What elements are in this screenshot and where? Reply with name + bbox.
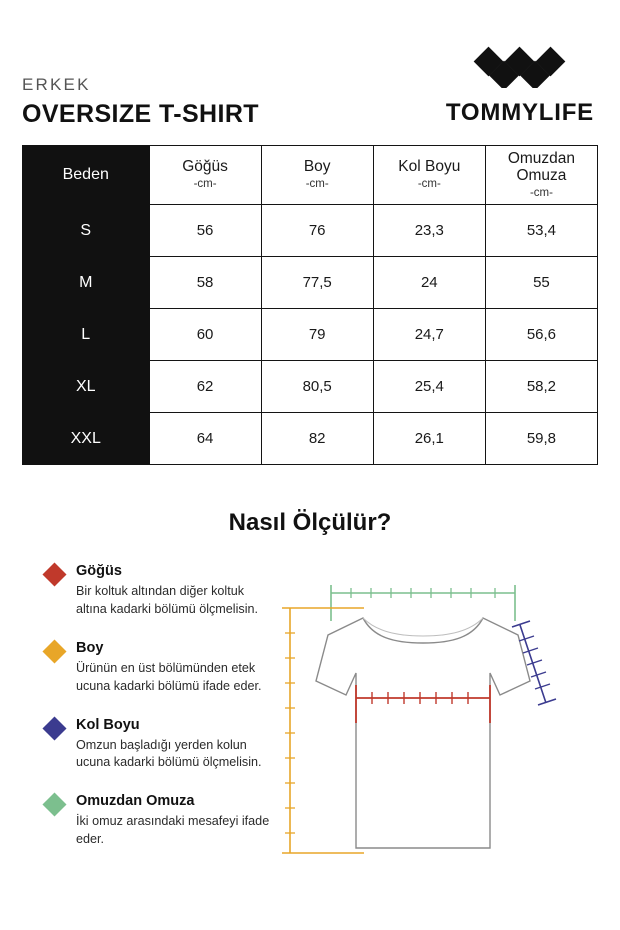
- cell-size: XXL: [23, 413, 150, 465]
- cell-sleeve: 26,1: [373, 413, 485, 465]
- four-diamonds-logo-icon: [446, 46, 594, 93]
- legend-item-chest: [46, 563, 272, 619]
- cell-sleeve: 24: [373, 257, 485, 309]
- table-row: [23, 309, 598, 361]
- legend-title: Omuzdan Omuza: [76, 793, 195, 810]
- cell-length: 79: [261, 309, 373, 361]
- table-header-row: [23, 146, 598, 205]
- header: [22, 0, 598, 137]
- cell-size: XL: [23, 361, 150, 413]
- brand-name: TOMMYLIFE: [445, 99, 594, 126]
- chest-ruler-icon: [356, 685, 490, 723]
- column-header-size: Beden: [23, 146, 150, 205]
- column-unit: -cm-: [193, 178, 217, 191]
- table-row: [23, 205, 598, 257]
- legend-description: Omzun başladığı yerden kolun ucuna kadarki bölümü ölçmelisin.: [76, 737, 262, 770]
- column-header-shoulder: Omuzdan Omuza -cm-: [485, 146, 597, 205]
- legend-item-length: [46, 640, 272, 696]
- column-header-sleeve: Kol Boyu -cm-: [373, 146, 485, 205]
- cell-sleeve: 23,3: [373, 205, 485, 257]
- length-ruler-icon: [282, 608, 364, 853]
- legend-description: Bir koltuk altından diğer koltuk altına kadarki bölümü ölçmelisin.: [76, 584, 258, 616]
- chest-marker-icon: [42, 562, 66, 586]
- cell-size: S: [23, 205, 150, 257]
- cell-shoulder: 55: [485, 257, 597, 309]
- table-row: [23, 257, 598, 309]
- cell-chest: 60: [149, 309, 261, 361]
- tshirt-outline-icon: [316, 618, 530, 848]
- shoulder-ruler-icon: [331, 585, 515, 621]
- sleeve-ruler-icon: [512, 621, 556, 705]
- measurement-diagram: [272, 563, 598, 873]
- cell-shoulder: 56,6: [485, 309, 597, 361]
- column-header-length: Boy -cm-: [261, 146, 373, 205]
- cell-length: 82: [261, 413, 373, 465]
- measure-legend: [22, 563, 272, 870]
- column-unit: -cm-: [529, 187, 553, 200]
- brand-logo: [446, 46, 598, 127]
- legend-item-sleeve: [46, 717, 272, 773]
- cell-size: M: [23, 257, 150, 309]
- legend-title: Kol Boyu: [76, 716, 140, 733]
- column-header-chest: Göğüs -cm-: [149, 146, 261, 205]
- cell-chest: 58: [149, 257, 261, 309]
- cell-sleeve: 24,7: [373, 309, 485, 361]
- size-table: [22, 145, 598, 465]
- length-marker-icon: [42, 639, 66, 663]
- legend-description: Ürünün en üst bölümünden etek ucuna kadarki bölümü ifade eder.: [76, 660, 262, 693]
- legend-description: İki omuz arasındaki mesafeyi ifade eder.: [76, 814, 270, 847]
- howto-title: Nasıl Ölçülür?: [228, 509, 392, 536]
- table-row: [23, 413, 598, 465]
- sleeve-marker-icon: [42, 716, 66, 740]
- legend-title: Göğüs: [76, 563, 122, 579]
- cell-chest: 56: [149, 205, 261, 257]
- howto-body: [22, 563, 598, 873]
- legend-title: Boy: [76, 639, 104, 656]
- title-block: [22, 76, 259, 127]
- cell-shoulder: 58,2: [485, 361, 597, 413]
- table-row: [23, 361, 598, 413]
- category-eyebrow: ERKEK: [22, 75, 91, 94]
- cell-sleeve: 25,4: [373, 361, 485, 413]
- column-unit: -cm-: [305, 178, 329, 191]
- cell-shoulder: 53,4: [485, 205, 597, 257]
- shoulder-marker-icon: [42, 793, 66, 817]
- cell-shoulder: 59,8: [485, 413, 597, 465]
- cell-length: 76: [261, 205, 373, 257]
- cell-size: L: [23, 309, 150, 361]
- column-unit: -cm-: [417, 178, 441, 191]
- cell-length: 80,5: [261, 361, 373, 413]
- cell-length: 77,5: [261, 257, 373, 309]
- page-title: OVERSIZE T-SHIRT: [22, 100, 259, 128]
- cell-chest: 62: [149, 361, 261, 413]
- legend-item-shoulder: [46, 793, 272, 849]
- cell-chest: 64: [149, 413, 261, 465]
